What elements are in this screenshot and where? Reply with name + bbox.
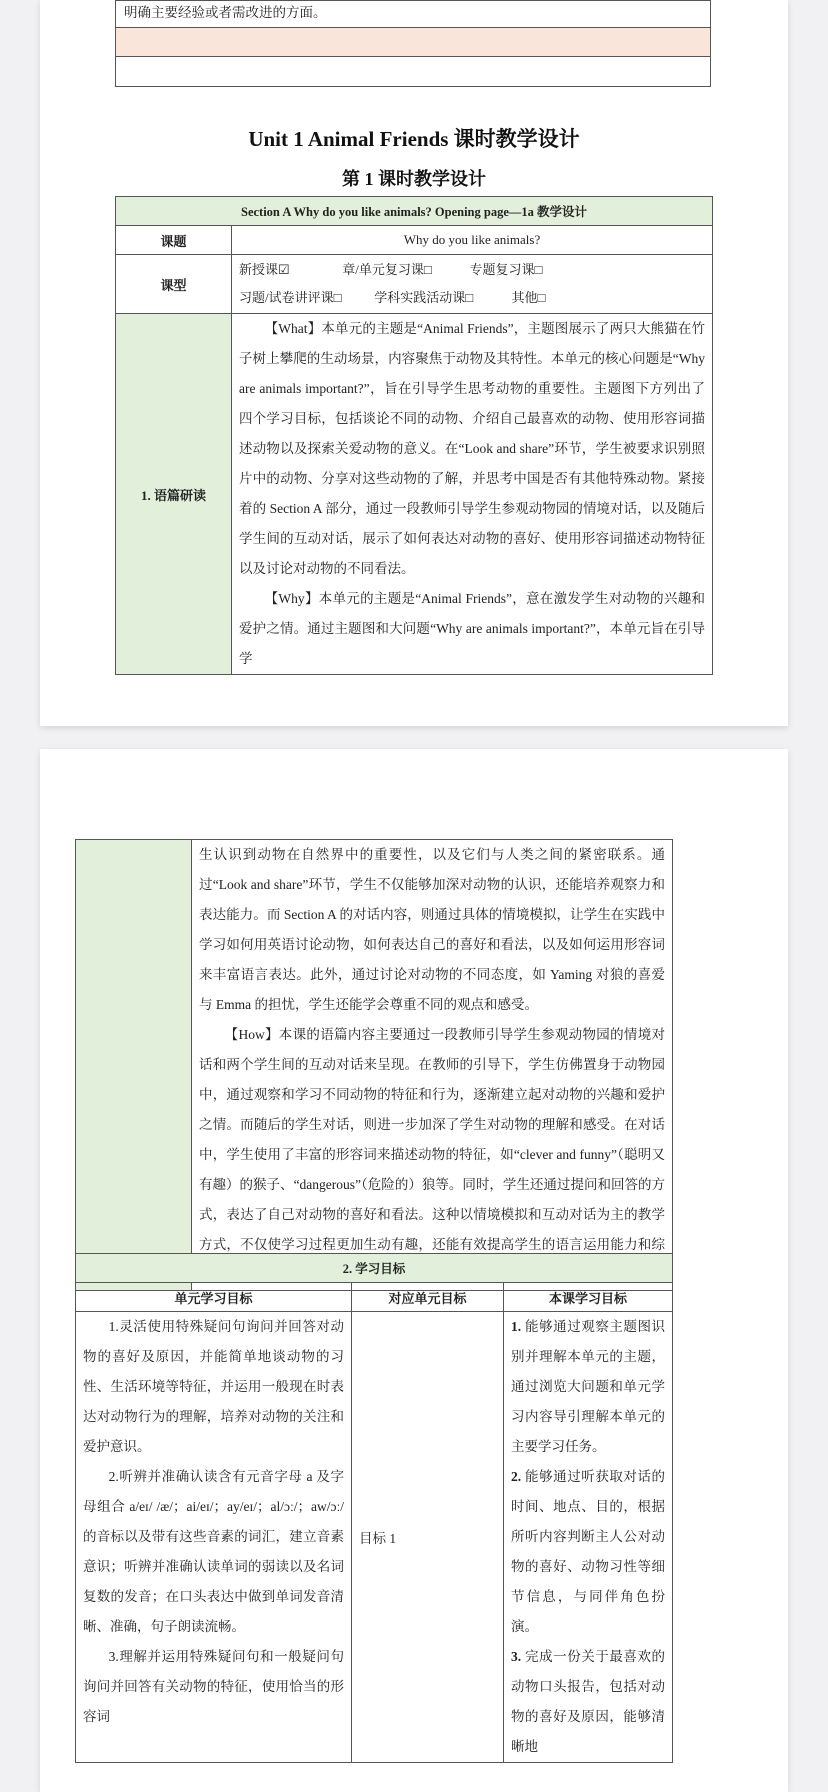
analysis-text-part-1 — [232, 314, 713, 675]
lesson-goal-3 — [511, 1642, 665, 1762]
document-page-1 — [40, 0, 788, 726]
note-shaded-row — [116, 28, 711, 57]
unit-goal-1: 1.灵活使用特殊疑问句询问并回答对动物的喜好及原因，并能简单地谈动物的习性、生活环境等特征，并运用一般现在时表达对动物行为的理解，培养对动物的关注和爱护意识。 — [83, 1319, 344, 1454]
analysis-label: 1. 语篇研读 — [116, 314, 232, 675]
lesson-goal-text: 能够通过听获取对话的时间、地点、目的，根据所听内容判断主人公对动物的喜好、动物习性等细节信息，与同伴角色扮演。 — [511, 1469, 666, 1634]
type-options-row-2 — [239, 284, 705, 312]
lesson-goal-number: 1. — [511, 1319, 522, 1334]
lesson-goal-number: 2. — [511, 1469, 522, 1484]
col-corresponding-goal: 对应单元目标 — [352, 1283, 504, 1312]
type-label: 课型 — [116, 255, 232, 314]
lesson-goals-cell — [504, 1312, 673, 1763]
analysis-paragraph-what: 【What】本单元的主题是“Animal Friends”，主题图展示了两只大熊猫在竹子树上攀爬的生动场景，内容聚焦于动物及其特性。本单元的核心问题是“Why are animals important?”，旨在引导学生思考动物的重要性。主题图下方列出了四个学习目标，包括谈论不同的动物、介绍自己最喜欢的动物、使用形容词描述动物以及探索关爱动物的意义。在“Look and share”环节，学生被要求识别照片中的动物、分享对这些动物的了解，并思考中国是否有其他特殊动物。紧接着的 Section A 部分，通过一段教师引导学生参观动物园的情境对话，以及随后学生间的互动对话，展示了如何表达对动物的喜好、使用形容词描述动物特征以及讨论对动物的不同看法。 — [239, 321, 706, 576]
goals-header: 2. 学习目标 — [76, 1254, 673, 1283]
type-option: 其他□ — [511, 290, 546, 305]
corresponding-goal: 目标 1 — [352, 1312, 504, 1763]
col-lesson-goals: 本课学习目标 — [504, 1283, 673, 1312]
analysis-paragraph-why-continued: 生认识到动物在自然界中的重要性，以及它们与人类之间的紧密联系。通过“Look and share”环节，学生不仅能够加深对动物的认识，还能培养观察力和表达能力。而 Section A 的对话内容，则通过具体的情境模拟，让学生在实践中学习如何用英语讨论动物，如何表达自己的喜好和看法，以及如何运用形容词来丰富语言表达。此外，通过讨论对动物的不同态度，如 Yaming 对狼的喜爱与 Emma 的担忧，学生还能学会尊重不同的观点和感受。 — [199, 847, 665, 1012]
lesson-goal-2 — [511, 1462, 665, 1642]
analysis-paragraph-why: 【Why】本单元的主题是“Animal Friends”，意在激发学生对动物的兴趣和爱护之情。通过主题图和大问题“Why are animals important?”，本单元旨在引导学 — [239, 591, 706, 666]
type-option: 章/单元复习课□ — [342, 262, 432, 277]
lesson-goal-text: 能够通过观察主题图识别并理解本单元的主题，通过浏览大问题和单元学习内容导引理解本单元的主要学习任务。 — [511, 1319, 666, 1454]
unit-goal-3: 3.理解并运用特殊疑问句和一般疑问句询问并回答有关动物的特征，使用恰当的形容词 — [83, 1649, 344, 1724]
type-options — [232, 255, 713, 314]
col-unit-goals: 单元学习目标 — [76, 1283, 352, 1312]
note-empty-row — [116, 57, 711, 87]
lesson-title: 第 1 课时教学设计 — [342, 169, 486, 189]
analysis-label-cell-continued — [76, 840, 192, 1291]
learning-goals-table — [75, 1253, 673, 1763]
analysis-text-part-2 — [192, 840, 673, 1291]
previous-section-table — [115, 0, 711, 87]
lesson-goal-1 — [511, 1312, 665, 1462]
lesson-goal-text: 完成一份关于最喜欢的动物口头报告，包括对动物的喜好及原因，能够清晰地 — [511, 1649, 666, 1754]
lesson-design-table-continued — [75, 839, 673, 1291]
note-tail-text: 明确主要经验或者需改进的方面。 — [116, 1, 711, 28]
topic-label: 课题 — [116, 226, 232, 255]
unit-goals-cell — [76, 1312, 352, 1763]
unit-title: Unit 1 Animal Friends 课时教学设计 — [248, 127, 580, 151]
analysis-paragraph-how: 【How】本课的语篇内容主要通过一段教师引导学生参观动物园的情境对话和两个学生间的互动对话来呈现。在教师的引导下，学生仿佛置身于动物园中，通过观察和学习不同动物的特征和行为，逐渐建立起对动物的兴趣和爱护之情。而随后的学生对话，则进一步加深了学生对动物的理解和感受。在对话中，学生使用了丰富的形容词来描述动物的特征，如“clever and funny”（聪明又有趣）的猴子、“dangerous”（危险的）狼等。同时，学生还通过提问和回答的方式，表达了自己对动物的喜好和看法。这种以情境模拟和互动对话为主的教学方式，不仅使学习过程更加生动有趣，还能有效提高学生的语言运用能力和综 — [199, 1027, 665, 1252]
unit-goal-2: 2.听辨并准确认读含有元音字母 a 及字母组合 a/eɪ/ /æ/；ai/eɪ/；ay/eɪ/；al/ɔː/；aw/ɔː/的音标以及带有这些音素的词汇，建立音素意识；听辨并准确认读单词的弱读以及名词复数的发音；在口头表达中做到单词发音清晰、准确，句子朗读流畅。 — [83, 1469, 344, 1634]
type-option: 习题/试卷讲评课□ — [239, 290, 342, 305]
topic-value: Why do you like animals? — [232, 226, 713, 255]
lesson-design-table — [115, 196, 713, 675]
table-header: Section A Why do you like animals? Opening page—1a 教学设计 — [116, 197, 713, 226]
lesson-goal-number: 3. — [511, 1649, 522, 1664]
type-options-row-1 — [239, 256, 705, 284]
type-option: 学科实践活动课□ — [374, 290, 474, 305]
type-option: 新授课☑ — [239, 262, 290, 277]
type-option: 专题复习课□ — [469, 262, 543, 277]
